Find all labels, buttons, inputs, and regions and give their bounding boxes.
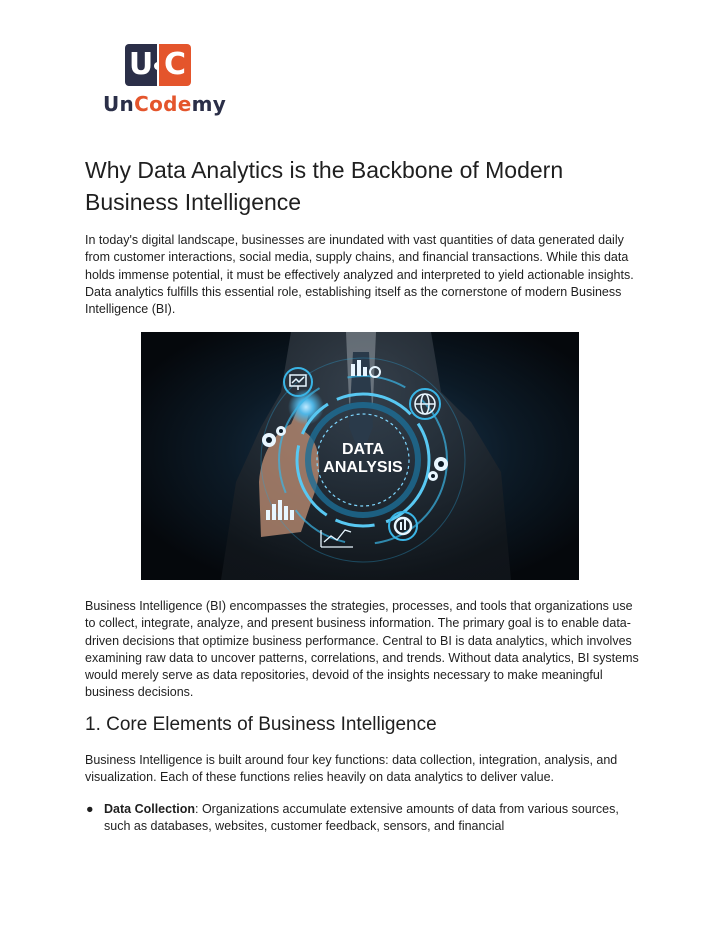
logo-word-part3: my bbox=[191, 92, 227, 116]
logo-mark bbox=[125, 44, 191, 86]
logo-wordmark bbox=[103, 92, 226, 116]
data-analysis-illustration bbox=[141, 332, 579, 580]
logo-tile-c bbox=[159, 44, 191, 86]
section-heading: 1. Core Elements of Business Intelligence bbox=[85, 714, 437, 735]
bullet-term: Data Collection bbox=[104, 802, 195, 816]
section-intro: Business Intelligence is built around four key functions: data collection, integration, analysis, and visualization. Each of these functions relies heavily on data analytics to deliver value. bbox=[85, 753, 618, 785]
logo-tile-u bbox=[125, 44, 157, 86]
hero-center-line2: ANALYSIS bbox=[323, 459, 403, 476]
bi-paragraph: Business Intelligence (BI) encompasses the strategies, processes, and tools that organizations use to collect, integrate, analyze, and present business information. The primary goal is to enable data-driven decisions that optimize business performance. Central to BI is data analytics, which involves examining raw data to uncover patterns, correlations, and trends. Without data analytics, BI systems would merely serve as data repositories, devoid of the insights necessary to make meaningful business decisions. bbox=[85, 599, 639, 700]
globe-icon bbox=[410, 389, 440, 419]
bullet-text: : Organizations accumulate extensive amounts of data from various sources, such as databases, websites, customer feedback, sensors, and financial bbox=[104, 802, 619, 834]
logo-word-part1: Un bbox=[103, 92, 135, 116]
list-item bbox=[86, 801, 624, 836]
logo-word-part2: Code bbox=[134, 92, 192, 116]
logo-letter-c: C bbox=[163, 47, 187, 82]
logo-letter-u: U bbox=[128, 47, 154, 82]
uncodemy-logo bbox=[103, 44, 227, 124]
hero-center-line1: DATA bbox=[341, 441, 385, 458]
bullet-icon: ● bbox=[86, 802, 94, 816]
document-title: Why Data Analytics is the Backbone of Modern Business Intelligence bbox=[85, 157, 564, 215]
data-analysis-image bbox=[141, 332, 579, 580]
intro-paragraph: In today's digital landscape, businesses are inundated with vast quantities of data generated daily from customer interactions, social media, supply chains, and financial transactions. While this data holds immense potential, it must be effectively analyzed and interpreted to yield actionable insights. Data analytics fulfills this essential role, establishing itself as the cornerstone of modern Business Intelligence (BI). bbox=[85, 233, 634, 317]
